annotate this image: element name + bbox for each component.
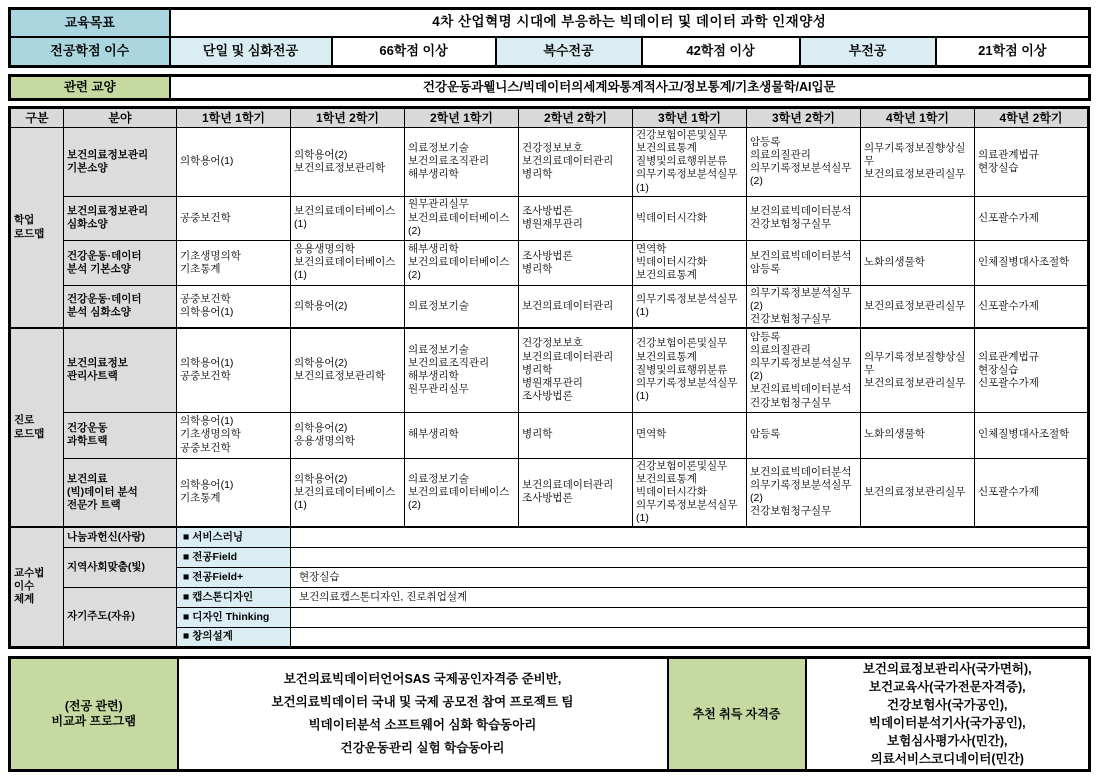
roadmap-cell: 노화의생물학 [861,240,975,285]
roadmap-cell: 의학용어(2) 보건의료데이터베이스(1) [291,458,405,527]
pedagogy-method: ■ 전공Field [177,547,291,567]
table-row [10,527,1089,547]
recommended-license-list: 보건의료정보관리사(국가면허), 보건교육사(국가전문자격증), 건강보험사(국가공인), 빅데이터분석기사(국가공인), 보험심사평가사(민간), 의료서비스코디네이터(민간) [806,657,1090,771]
credit-value-single: 66학점 이상 [332,37,496,67]
pedagogy-content: 보건의료캡스톤디자인, 진로취업설계 [291,587,1089,607]
roadmap-cell: 인체질병대사조절학 [975,412,1089,458]
credit-type-minor: 부전공 [800,37,936,67]
liberal-arts-table [8,74,1091,101]
roadmap-cell: 면역학 빅데이터시각화 보건의료통계 [633,240,747,285]
credit-type-single: 단일 및 심화전공 [170,37,332,67]
roadmap-cell: 보건의료빅데이터분석 의무기록정보분석실무(2) 건강보험청구실무 [747,458,861,527]
roadmap-cell: 의무기록정보질향상실무 보건의료정보관리실무 [861,128,975,197]
roadmap-cell: 보건의료데이터관리 조사방법론 [519,458,633,527]
table-row [10,547,1089,567]
column-header-y3s2: 3학년 2학기 [747,108,861,128]
roadmap-cell: 보건의료데이터관리 [519,285,633,328]
recommended-license-label: 추천 취득 자격증 [668,657,806,771]
roadmap-cell: 의학용어(2) 보건의료정보관리학 [291,328,405,412]
roadmap-cell: 의료관계법규 현장실습 신포괄수가제 [975,328,1089,412]
credit-type-double: 복수전공 [496,37,642,67]
roadmap-cell: 보건의료데이터베이스(1) [291,196,405,240]
pedagogy-method: ■ 전공Field+ [177,567,291,587]
major-credits-row [10,37,1090,67]
roadmap-cell: 의학용어(1) 기초통계 [177,458,291,527]
pedagogy-method: ■ 서비스러닝 [177,527,291,547]
pedagogy-content [291,527,1089,547]
roadmap-cell: 의료정보기술 보건의료조직관리 해부생리학 원무관리실무 [405,328,519,412]
major-credits-label: 전공학점 이수 [10,37,170,67]
extracurricular-row [10,657,1090,771]
roadmap-cell: 기초생명의학 기초통계 [177,240,291,285]
table-row [10,196,1089,240]
roadmap-cell: 보건의료정보관리실무 [861,458,975,527]
education-goal-label: 교육목표 [10,9,170,37]
column-header-field: 분야 [64,108,177,128]
education-goal-row [10,9,1090,37]
roadmap-cell: 해부생리학 보건의료데이터베이스(2) [405,240,519,285]
credit-value-minor: 21학점 이상 [936,37,1090,67]
roadmap-cell: 조사방법론 병원재무관리 [519,196,633,240]
roadmap-cell: 인체질병대사조절학 [975,240,1089,285]
track-name: 건강운동 과학트랙 [64,412,177,458]
pedagogy-content [291,607,1089,627]
pedagogy-content: 현장실습 [291,567,1089,587]
roadmap-cell: 암등록 의료의질관리 의무기록정보분석실무(2) [747,128,861,197]
roadmap-cell: 빅데이터시각화 [633,196,747,240]
table-row [10,458,1089,527]
track-name: 건강운동·데이터 분석 심화소양 [64,285,177,328]
column-header-gubun: 구분 [10,108,64,128]
roadmap-cell: 건강보험이론및실무 보건의료통계 질병및의료행위분류 의무기록정보분석실무(1) [633,128,747,197]
roadmap-cell: 의료관계법규 현장실습 [975,128,1089,197]
roadmap-cell [861,196,975,240]
group-career-roadmap: 진로 로드맵 [10,328,64,527]
roadmap-cell: 공중보건학 [177,196,291,240]
credit-value-double: 42학점 이상 [642,37,800,67]
table-row [10,128,1089,197]
roadmap-cell: 면역학 [633,412,747,458]
table-row [10,285,1089,328]
roadmap-cell: 신포괄수가제 [975,285,1089,328]
roadmap-cell: 조사방법론 병리학 [519,240,633,285]
roadmap-cell: 응용생명의학 보건의료데이터베이스(1) [291,240,405,285]
column-header-y2s1: 2학년 1학기 [405,108,519,128]
table-row [10,587,1089,607]
roadmap-cell: 의학용어(1) 기초생명의학 공중보건학 [177,412,291,458]
roadmap-cell: 암등록 [747,412,861,458]
roadmap-cell: 노화의생물학 [861,412,975,458]
roadmap-cell: 건강정보보호 보건의료데이터관리 병리학 [519,128,633,197]
track-name: 보건의료정보관리 기본소양 [64,128,177,197]
roadmap-cell: 병리학 [519,412,633,458]
roadmap-cell: 보건의료빅데이터분석 암등록 [747,240,861,285]
extracurricular-programs: 보건의료빅데이터언어SAS 국제공인자격증 준비반, 보건의료빅데이터 국내 및 국제 공모전 참여 프로젝트 팀 빅데이터분석 소프트웨어 심화 학습동아리 건강운동관리 실험 학습동아리 [178,657,668,771]
roadmap-cell: 의료정보기술 보건의료데이터베이스(2) [405,458,519,527]
extracurricular-table [8,656,1091,773]
pedagogy-content [291,547,1089,567]
roadmap-cell: 의무기록정보분석실무(1) [633,285,747,328]
roadmap-cell: 의무기록정보질향상실무 보건의료정보관리실무 [861,328,975,412]
roadmap-cell: 암등록 의료의질관리 의무기록정보분석실무(2) 보건의료빅데이터분석 건강보험청구실무 [747,328,861,412]
roadmap-cell: 해부생리학 [405,412,519,458]
group-pedagogy-system: 교수법 이수 체계 [10,527,64,647]
roadmap-cell: 의료정보기술 [405,285,519,328]
column-header-y4s2: 4학년 2학기 [975,108,1089,128]
table-row [10,328,1089,412]
roadmap-cell: 원무관리실무 보건의료데이터베이스(2) [405,196,519,240]
pedagogy-method: ■ 디자인 Thinking [177,607,291,627]
roadmap-cell: 신포괄수가제 [975,196,1089,240]
roadmap-cell: 의무기록정보분석실무(2) 건강보험청구실무 [747,285,861,328]
track-name: 보건의료정보관리 심화소양 [64,196,177,240]
pedagogy-field-community: 지역사회맞춤(빛) [64,547,177,587]
pedagogy-field-sharing: 나눔과헌신(사랑) [64,527,177,547]
track-name: 건강운동·데이터 분석 기본소양 [64,240,177,285]
roadmap-cell: 신포괄수가제 [975,458,1089,527]
roadmap-cell: 보건의료정보관리실무 [861,285,975,328]
roadmap-cell: 공중보건학 의학용어(1) [177,285,291,328]
liberal-arts-row [10,76,1090,100]
top-summary-table [8,7,1091,68]
roadmap-cell: 의학용어(2) 응용생명의학 [291,412,405,458]
roadmap-table [8,106,1090,649]
roadmap-header-row [10,108,1089,128]
roadmap-cell: 건강보험이론및실무 보건의료통계 빅데이터시각화 의무기록정보분석실무(1) [633,458,747,527]
group-academic-roadmap: 학업 로드맵 [10,128,64,329]
column-header-y4s1: 4학년 1학기 [861,108,975,128]
roadmap-cell: 의학용어(1) 공중보건학 [177,328,291,412]
table-row [10,412,1089,458]
pedagogy-method: ■ 창의설계 [177,627,291,647]
roadmap-cell: 의료정보기술 보건의료조직관리 해부생리학 [405,128,519,197]
roadmap-cell: 보건의료빅데이터분석 건강보험청구실무 [747,196,861,240]
roadmap-cell: 의학용어(2) [291,285,405,328]
column-header-y2s2: 2학년 2학기 [519,108,633,128]
liberal-arts-value: 건강운동과웰니스/빅데이터의세계와통계적사고/정보통계/기초생물학/AI입문 [170,76,1090,100]
table-row [10,240,1089,285]
extracurricular-label: (전공 관련) 비교과 프로그램 [10,657,178,771]
track-name: 보건의료 (빅)데이터 분석 전문가 트랙 [64,458,177,527]
liberal-arts-label: 관련 교양 [10,76,170,100]
roadmap-cell: 건강정보보호 보건의료데이터관리 병리학 병원재무관리 조사방법론 [519,328,633,412]
pedagogy-method: ■ 캡스톤디자인 [177,587,291,607]
roadmap-cell: 의학용어(1) [177,128,291,197]
education-goal-value: 4차 산업혁명 시대에 부응하는 빅데이터 및 데이터 과학 인재양성 [170,9,1090,37]
column-header-y1s1: 1학년 1학기 [177,108,291,128]
pedagogy-content [291,627,1089,647]
column-header-y3s1: 3학년 1학기 [633,108,747,128]
pedagogy-field-selfdirected: 자기주도(자유) [64,587,177,647]
column-header-y1s2: 1학년 2학기 [291,108,405,128]
roadmap-cell: 건강보험이론및실무 보건의료통계 질병및의료행위분류 의무기록정보분석실무(1) [633,328,747,412]
roadmap-cell: 의학용어(2) 보건의료정보관리학 [291,128,405,197]
track-name: 보건의료정보 관리사트랙 [64,328,177,412]
